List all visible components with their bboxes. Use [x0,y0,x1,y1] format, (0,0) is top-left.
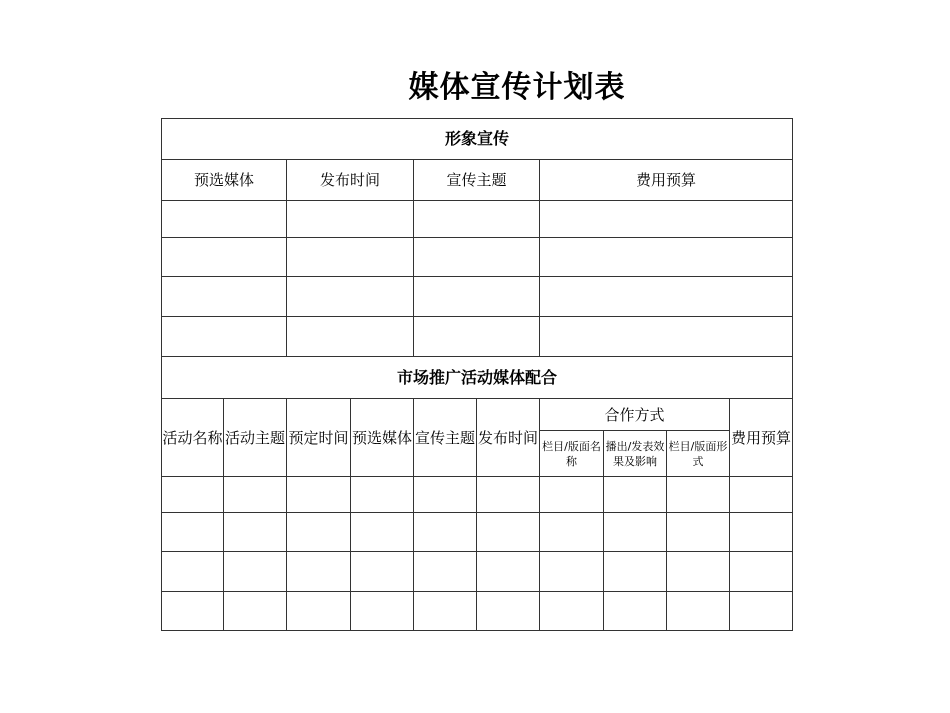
table-cell[interactable] [224,592,287,631]
col-header-promo-theme: 宣传主题 [414,399,477,477]
table-cell[interactable] [730,477,793,513]
table-cell[interactable] [477,552,540,592]
table-cell[interactable] [540,513,604,552]
col-header-publish-time: 发布时间 [477,399,540,477]
table-cell[interactable] [162,238,287,277]
table-cell[interactable] [604,513,667,552]
table-cell[interactable] [730,592,793,631]
table-cell[interactable] [414,592,477,631]
table-cell[interactable] [667,552,730,592]
col-header-selected-media: 预选媒体 [351,399,414,477]
col-header-activity-name: 活动名称 [162,399,224,477]
table-cell[interactable] [540,317,793,357]
table-cell[interactable] [287,277,414,317]
table-cell[interactable] [604,477,667,513]
table-cell[interactable] [477,513,540,552]
table-cell[interactable] [667,513,730,552]
table-cell[interactable] [224,552,287,592]
table-cell[interactable] [667,477,730,513]
col-header-cooperation: 合作方式 [540,399,730,431]
table-cell[interactable] [287,592,351,631]
media-plan-table [161,118,793,631]
table-cell[interactable] [162,513,224,552]
table-cell[interactable] [351,513,414,552]
table-cell[interactable] [604,552,667,592]
table-cell[interactable] [414,277,540,317]
table-cell[interactable] [540,552,604,592]
col-header-column-page-name: 栏目/版面名称 [540,431,604,477]
table-cell[interactable] [162,277,287,317]
table-cell[interactable] [667,592,730,631]
col-header-publish-time: 发布时间 [287,160,414,201]
page-title: 媒体宣传计划表 [408,70,626,105]
table-cell[interactable] [730,513,793,552]
table-cell[interactable] [162,201,287,238]
table-cell[interactable] [414,201,540,238]
table-cell[interactable] [162,552,224,592]
col-header-activity-theme: 活动主题 [224,399,287,477]
section-heading-promotion: 市场推广活动媒体配合 [162,357,793,399]
table-cell[interactable] [351,477,414,513]
table-cell[interactable] [540,238,793,277]
table-cell[interactable] [414,317,540,357]
table-cell[interactable] [730,552,793,592]
table-cell[interactable] [414,552,477,592]
table-cell[interactable] [162,592,224,631]
table-cell[interactable] [477,592,540,631]
table-cell[interactable] [351,592,414,631]
col-header-broadcast-effect: 播出/发表效果及影响 [604,431,667,477]
table-cell[interactable] [540,477,604,513]
table-cell[interactable] [287,201,414,238]
col-header-theme: 宣传主题 [414,160,540,201]
table-cell[interactable] [414,238,540,277]
table-cell[interactable] [224,477,287,513]
col-header-budget: 费用预算 [730,399,793,477]
col-header-planned-time: 预定时间 [287,399,351,477]
table-cell[interactable] [162,317,287,357]
col-header-media: 预选媒体 [162,160,287,201]
table-cell[interactable] [162,477,224,513]
table-cell[interactable] [540,201,793,238]
table-cell[interactable] [477,477,540,513]
table-cell[interactable] [604,592,667,631]
table-cell[interactable] [287,513,351,552]
table-cell[interactable] [540,592,604,631]
table-cell[interactable] [540,277,793,317]
col-header-budget: 费用预算 [540,160,793,201]
table-cell[interactable] [351,552,414,592]
table-cell[interactable] [287,238,414,277]
table-cell[interactable] [414,513,477,552]
section-heading-image: 形象宣传 [162,119,793,160]
table-cell[interactable] [224,513,287,552]
table-cell[interactable] [414,477,477,513]
table-cell[interactable] [287,477,351,513]
table-cell[interactable] [287,317,414,357]
col-header-column-page-form: 栏目/版面形式 [667,431,730,477]
table-cell[interactable] [287,552,351,592]
